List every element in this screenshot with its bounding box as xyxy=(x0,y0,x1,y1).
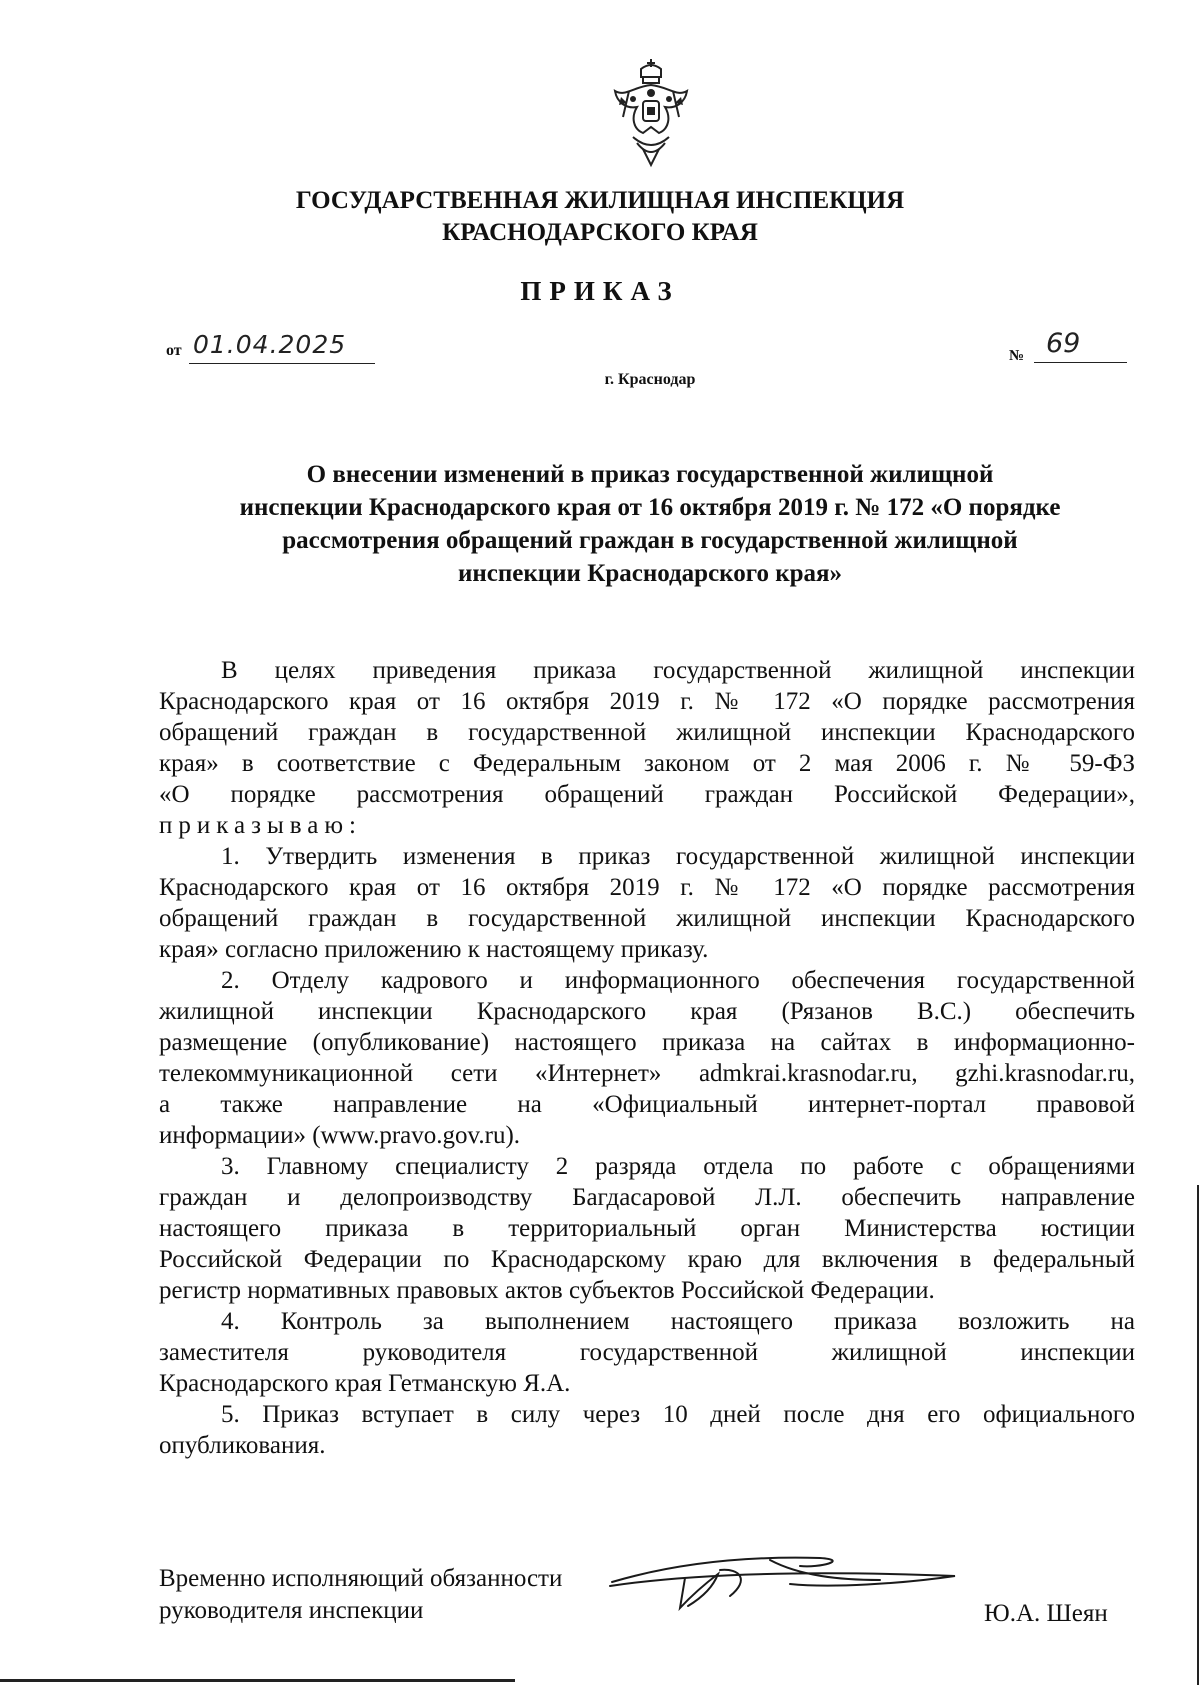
body-line: настоящего приказа в территориальный орган Министерства юстиции xyxy=(159,1215,1135,1242)
subject-line: О внесении изменений в приказ государственной жилищной xyxy=(306,461,994,488)
body-line: края» в соответствие с Федеральным законом от 2 мая 2006 г. № 59-ФЗ xyxy=(159,750,1135,777)
body-line: «О порядке рассмотрения обращений граждан Российской Федерации», xyxy=(159,781,1135,808)
body-line: заместителя руководителя государственной жилищной инспекции xyxy=(159,1339,1135,1366)
body-line: Краснодарского края Гетманскую Я.А. xyxy=(159,1370,571,1397)
document-type-title: ПРИКАЗ xyxy=(520,276,680,306)
body-line: приказываю: xyxy=(159,812,362,839)
body-line: регистр нормативных правовых актов субъектов Российской Федерации. xyxy=(159,1277,935,1304)
body-line: 4. Контроль за выполнением настоящего приказа возложить на xyxy=(221,1308,1135,1335)
body-line: граждан и делопроизводству Багдасаровой Л.Л. обеспечить направление xyxy=(159,1184,1135,1211)
body-line: опубликования. xyxy=(159,1432,326,1459)
organization-name-line-1: ГОСУДАРСТВЕННАЯ ЖИЛИЩНАЯ ИНСПЕКЦИЯ xyxy=(295,187,905,214)
body-line: 2. Отделу кадрового и информационного обеспечения государственной xyxy=(221,967,1135,994)
coat-of-arms-emblem xyxy=(603,57,699,169)
body-line: обращений граждан в государственной жилищной инспекции Краснодарского xyxy=(159,719,1135,746)
body-line: Краснодарского края от 16 октября 2019 г. № 172 «О порядке рассмотрения xyxy=(159,874,1135,901)
document-date: 01.04.2025 xyxy=(189,328,375,364)
body-line: края» согласно приложению к настоящему приказу. xyxy=(159,936,709,963)
signatory-name: Ю.А. Шеян xyxy=(984,1600,1108,1627)
body-line: жилищной инспекции Краснодарского края (Рязанов В.С.) обеспечить xyxy=(159,998,1135,1025)
body-line: 1. Утвердить изменения в приказ государственной жилищной инспекции xyxy=(221,843,1135,870)
body-line: а также направление на «Официальный интернет-портал правовой xyxy=(159,1091,1135,1118)
city-label: г. Краснодар xyxy=(604,371,696,388)
body-line: 3. Главному специалисту 2 разряда отдела по работе с обращениями xyxy=(221,1153,1135,1180)
organization-name-line-2: КРАСНОДАРСКОГО КРАЯ xyxy=(442,219,758,246)
number-prefix: № xyxy=(1009,348,1025,364)
body-line: обращений граждан в государственной жилищной инспекции Краснодарского xyxy=(159,905,1135,932)
body-line: В целях приведения приказа государственной жилищной инспекции xyxy=(221,657,1135,684)
body-line: Российской Федерации по Краснодарскому краю для включения в федеральный xyxy=(159,1246,1135,1273)
signatory-position-line-1: Временно исполняющий обязанности xyxy=(159,1565,563,1592)
body-line: телекоммуникационной сети «Интернет» admkrai.krasnodar.ru, gzhi.krasnodar.ru, xyxy=(159,1060,1135,1087)
body-line: Краснодарского края от 16 октября 2019 г. № 172 «О порядке рассмотрения xyxy=(159,688,1135,715)
handwritten-signature xyxy=(600,1540,970,1620)
subject-line: инспекции Краснодарского края от 16 октября 2019 г. № 172 «О порядке xyxy=(239,494,1061,521)
document-number: 69 xyxy=(1034,326,1127,363)
body-line: информации» (www.pravo.gov.ru). xyxy=(159,1122,521,1149)
body-line: 5. Приказ вступает в силу через 10 дней после дня его официального xyxy=(221,1401,1135,1428)
scan-edge-line xyxy=(0,1679,515,1682)
body-line: размещение (опубликование) настоящего приказа на сайтах в информационно- xyxy=(159,1029,1135,1056)
signatory-position-line-2: руководителя инспекции xyxy=(159,1597,424,1624)
subject-line: рассмотрения обращений граждан в государственной жилищной xyxy=(282,527,1018,554)
date-prefix: от xyxy=(166,342,182,359)
scan-edge-line xyxy=(1197,1185,1199,1685)
subject-line: инспекции Краснодарского края» xyxy=(457,560,843,587)
